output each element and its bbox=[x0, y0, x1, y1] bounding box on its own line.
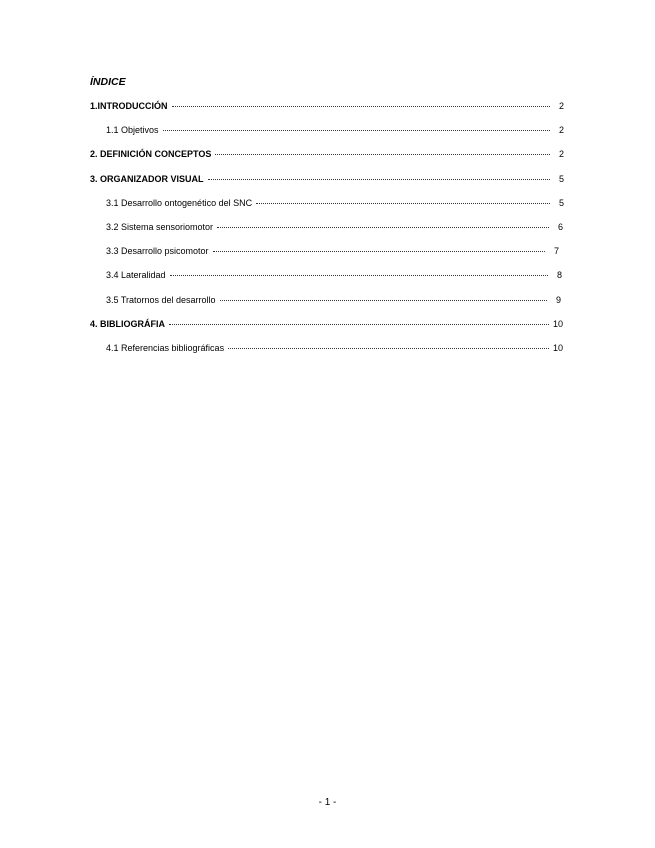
toc-entry-label: 1.INTRODUCCIÓN bbox=[90, 101, 168, 111]
toc-entry-sistema-sensoriomotor[interactable] bbox=[106, 222, 563, 234]
toc-entry-page: 9 bbox=[555, 295, 561, 305]
toc-entry-label: 3.2 Sistema sensoriomotor bbox=[106, 222, 214, 232]
page-number: - 1 - bbox=[318, 797, 337, 808]
toc-entry-page: 8 bbox=[556, 270, 562, 280]
toc-entry-trastornos-desarrollo[interactable] bbox=[106, 295, 561, 307]
toc-entry-label: 4. BIBLIOGRÁFIA bbox=[90, 319, 166, 329]
toc-entry-page: 5 bbox=[558, 174, 564, 184]
dot-leader bbox=[228, 348, 549, 349]
toc-entry-desarrollo-ontogenetico[interactable] bbox=[106, 198, 564, 210]
toc-entry-label: 3.3 Desarrollo psicomotor bbox=[106, 246, 209, 256]
toc-entry-page: 2 bbox=[558, 149, 564, 159]
dot-leader bbox=[215, 154, 550, 155]
dot-leader bbox=[256, 203, 550, 204]
toc-entry-page: 10 bbox=[552, 319, 563, 329]
toc-entry-label: 3.1 Desarrollo ontogenético del SNC bbox=[106, 198, 253, 208]
dot-leader bbox=[169, 324, 549, 325]
toc-entry-organizador-visual[interactable] bbox=[90, 174, 564, 186]
toc-entry-introduccion[interactable] bbox=[90, 101, 564, 113]
toc-entry-lateralidad[interactable] bbox=[106, 270, 562, 282]
toc-entry-label: 4.1 Referencias bibliográficas bbox=[106, 343, 225, 353]
toc-entry-definicion-conceptos[interactable] bbox=[90, 149, 564, 161]
dot-leader bbox=[217, 227, 549, 228]
toc-entry-label: 3.5 Tratornos del desarrollo bbox=[106, 295, 216, 305]
dot-leader bbox=[220, 300, 547, 301]
toc-entry-page: 7 bbox=[553, 246, 559, 256]
toc-entry-label: 1.1 Objetivos bbox=[106, 125, 159, 135]
toc-entry-bibliografia[interactable] bbox=[90, 319, 563, 331]
dot-leader bbox=[208, 179, 550, 180]
toc-entry-label: 2. DEFINICIÓN CONCEPTOS bbox=[90, 149, 212, 159]
toc-entry-page: 5 bbox=[558, 198, 564, 208]
dot-leader bbox=[170, 275, 548, 276]
dot-leader bbox=[163, 130, 550, 131]
toc-entry-desarrollo-psicomotor[interactable] bbox=[106, 246, 559, 258]
toc-entry-page: 2 bbox=[558, 101, 564, 111]
toc-entry-page: 2 bbox=[558, 125, 564, 135]
toc-entry-page: 6 bbox=[557, 222, 563, 232]
dot-leader bbox=[172, 106, 550, 107]
index-title: ÍNDICE bbox=[90, 76, 126, 88]
toc-entry-page: 10 bbox=[552, 343, 563, 353]
toc-entry-label: 3. ORGANIZADOR VISUAL bbox=[90, 174, 204, 184]
toc-entry-referencias-bibliograficas[interactable] bbox=[106, 343, 563, 355]
toc-entry-label: 3.4 Lateralidad bbox=[106, 270, 166, 280]
dot-leader bbox=[213, 251, 545, 252]
toc-entry-objetivos[interactable] bbox=[106, 125, 564, 137]
